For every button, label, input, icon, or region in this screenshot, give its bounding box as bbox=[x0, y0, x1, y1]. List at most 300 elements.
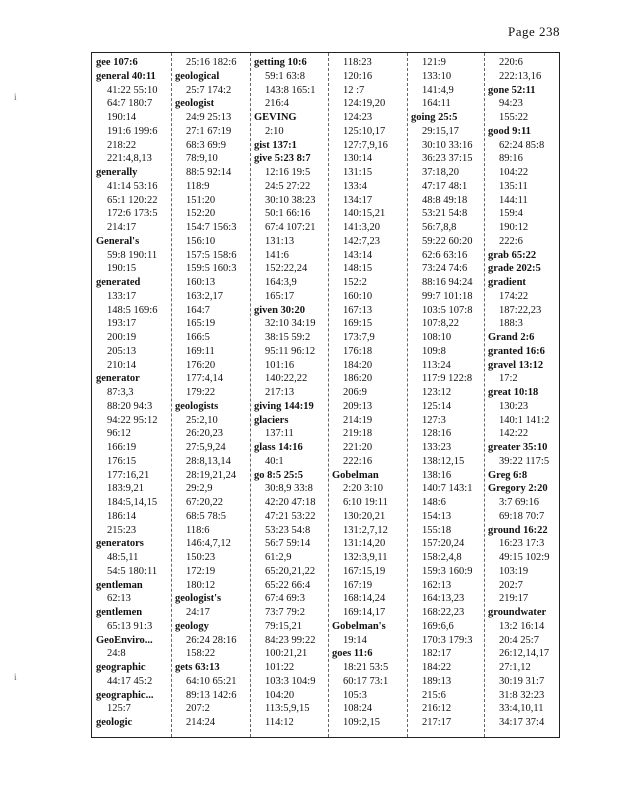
index-term: gradient bbox=[488, 277, 526, 288]
index-reference: 101:22 bbox=[265, 662, 295, 673]
index-reference: 154:13 bbox=[422, 510, 452, 522]
index-term: glaciers bbox=[254, 414, 289, 426]
index-reference: 96:12 bbox=[107, 428, 131, 440]
index-reference: 24:17 bbox=[186, 607, 210, 618]
index-reference: 87:3,3 bbox=[107, 387, 134, 398]
index-term: generally bbox=[96, 167, 138, 178]
index-reference: 89:13 142:6 bbox=[186, 689, 237, 701]
index-reference: 100:21,21 bbox=[265, 648, 308, 660]
index-reference: 50:1 66:16 bbox=[265, 208, 311, 220]
index-reference: 67:4 69:3 bbox=[265, 593, 305, 605]
index-reference: 169:15 bbox=[343, 318, 373, 330]
index-reference: 27:5,9,24 bbox=[186, 442, 226, 453]
index-reference: 190:14 bbox=[107, 112, 137, 123]
index-reference: 125:14 bbox=[422, 400, 452, 412]
index-reference: 127:3 bbox=[422, 414, 446, 426]
index-term: gist 137:1 bbox=[254, 139, 297, 151]
index-term: geographic bbox=[96, 662, 146, 673]
index-reference: 219:17 bbox=[499, 593, 529, 605]
index-reference: 59:1 63:8 bbox=[265, 70, 305, 82]
column-divider bbox=[250, 53, 251, 737]
index-term: granted 16:6 bbox=[488, 345, 545, 357]
index-reference: 150:23 bbox=[186, 552, 216, 563]
index-reference: 88:5 92:14 bbox=[186, 167, 232, 178]
index-reference: 26:12,14,17 bbox=[499, 648, 550, 660]
index-reference: 141:4,9 bbox=[422, 84, 454, 96]
index-reference: 84:23 99:22 bbox=[265, 634, 316, 646]
index-term: geological bbox=[175, 70, 220, 82]
index-reference: 156:10 bbox=[186, 235, 216, 247]
index-reference: 47:17 48:1 bbox=[422, 180, 468, 192]
index-reference: 133:17 bbox=[107, 290, 137, 302]
index-reference: 67:20,22 bbox=[186, 497, 224, 508]
index-reference: 36:23 37:15 bbox=[422, 153, 473, 165]
index-reference: 182:17 bbox=[422, 648, 452, 660]
index-reference: 164:7 bbox=[186, 304, 210, 316]
index-reference: 190:15 bbox=[107, 263, 137, 275]
index-term: grab 65:22 bbox=[488, 249, 537, 261]
index-reference: 148:6 bbox=[422, 497, 446, 508]
index-term: gravel 13:12 bbox=[488, 359, 544, 371]
index-reference: 217:13 bbox=[265, 387, 295, 398]
index-reference: 40:1 bbox=[265, 455, 284, 467]
index-reference: 210:14 bbox=[107, 359, 137, 371]
column-divider bbox=[484, 53, 485, 737]
index-reference: 133:23 bbox=[422, 442, 452, 453]
index-reference: 155:18 bbox=[422, 524, 452, 536]
index-reference: 215:23 bbox=[107, 524, 137, 536]
index-reference: 101:16 bbox=[265, 359, 295, 371]
index-term: greater 35:10 bbox=[488, 442, 548, 453]
column-divider bbox=[328, 53, 329, 737]
index-reference: 47:21 53:22 bbox=[265, 510, 316, 522]
index-reference: 130:23 bbox=[499, 400, 529, 412]
index-reference: 88:20 94:3 bbox=[107, 400, 153, 412]
index-reference: 42:20 47:18 bbox=[265, 497, 316, 508]
index-reference: 59:8 190:11 bbox=[107, 249, 158, 261]
index-term: geologists bbox=[175, 400, 219, 412]
index-reference: 12 :7 bbox=[343, 84, 365, 96]
index-term: generated bbox=[96, 277, 141, 288]
index-reference: 27:1 67:19 bbox=[186, 125, 232, 137]
index-reference: 138:16 bbox=[422, 469, 452, 481]
index-reference: 215:6 bbox=[422, 689, 446, 701]
index-term: gone 52:11 bbox=[488, 84, 536, 96]
index-term: glass 14:16 bbox=[254, 442, 303, 453]
index-reference: 48:5,11 bbox=[107, 552, 139, 563]
index-term: geologic bbox=[96, 717, 133, 728]
index-reference: 103:5 107:8 bbox=[422, 304, 473, 316]
index-reference: 19:14 bbox=[343, 634, 367, 646]
index-reference: 142:7,23 bbox=[343, 235, 381, 247]
index-reference: 94:22 95:12 bbox=[107, 414, 158, 426]
index-reference: 168:14,24 bbox=[343, 593, 386, 605]
index-reference: 25:2,10 bbox=[186, 414, 218, 426]
index-reference: 177:16,21 bbox=[107, 469, 150, 481]
index-reference: 20:4 25:7 bbox=[499, 634, 539, 646]
index-reference: 41:14 53:16 bbox=[107, 180, 158, 192]
index-term: great 10:18 bbox=[488, 387, 539, 398]
index-reference: 169:11 bbox=[186, 345, 215, 357]
index-reference: 214:17 bbox=[107, 222, 137, 233]
index-reference: 167:13 bbox=[343, 304, 373, 316]
margin-mark: i bbox=[14, 92, 17, 102]
index-reference: 17:2 bbox=[499, 373, 518, 385]
index-reference: 162:13 bbox=[422, 579, 452, 591]
index-reference: 25:7 174:2 bbox=[186, 84, 232, 96]
index-term: General's bbox=[96, 235, 140, 247]
index-reference: 131:2,7,12 bbox=[343, 524, 388, 536]
index-reference: 60:17 73:1 bbox=[343, 675, 389, 687]
index-reference: 160:13 bbox=[186, 277, 216, 288]
index-reference: 205:13 bbox=[107, 345, 137, 357]
index-term: give 5:23 8:7 bbox=[254, 153, 311, 165]
index-reference: 48:8 49:18 bbox=[422, 194, 468, 206]
index-reference: 176:18 bbox=[343, 345, 373, 357]
index-reference: 28:19,21,24 bbox=[186, 469, 237, 481]
index-reference: 103:19 bbox=[499, 565, 529, 577]
index-column-4 bbox=[332, 56, 406, 736]
index-reference: 187:22,23 bbox=[499, 304, 542, 316]
index-reference: 38:15 59:2 bbox=[265, 332, 311, 343]
index-reference: 164:11 bbox=[422, 98, 451, 110]
index-term: groundwater bbox=[488, 607, 547, 618]
index-reference: 200:19 bbox=[107, 332, 137, 343]
index-reference: 144:11 bbox=[499, 194, 528, 206]
index-reference: 152:20 bbox=[186, 208, 216, 220]
index-reference: 68:3 69:9 bbox=[186, 139, 226, 151]
index-reference: 30:8,9 33:8 bbox=[265, 483, 313, 495]
index-reference: 148:5 169:6 bbox=[107, 304, 158, 316]
index-reference: 152:2 bbox=[343, 277, 367, 288]
index-term: going 25:5 bbox=[411, 112, 458, 123]
index-reference: 37:18,20 bbox=[422, 167, 460, 178]
index-reference: 31:8 32:23 bbox=[499, 689, 545, 701]
index-reference: 32:10 34:19 bbox=[265, 318, 316, 330]
index-reference: 137:11 bbox=[265, 428, 294, 440]
index-reference: 108:24 bbox=[343, 703, 373, 715]
index-reference: 166:19 bbox=[107, 442, 137, 453]
index-reference: 174:22 bbox=[499, 290, 529, 302]
index-term: gentleman bbox=[96, 579, 143, 591]
index-reference: 165:19 bbox=[186, 318, 216, 330]
index-reference: 53:23 54:8 bbox=[265, 524, 311, 536]
index-reference: 216:4 bbox=[265, 98, 289, 110]
index-term: go 8:5 25:5 bbox=[254, 469, 303, 481]
index-reference: 2:10 bbox=[265, 125, 284, 137]
index-reference: 117:9 122:8 bbox=[422, 373, 473, 385]
index-reference: 109:8 bbox=[422, 345, 446, 357]
index-reference: 114:12 bbox=[265, 717, 294, 728]
index-reference: 143:8 165:1 bbox=[265, 84, 316, 96]
index-reference: 123:12 bbox=[422, 387, 452, 398]
index-reference: 131:14,20 bbox=[343, 538, 386, 550]
index-reference: 133:10 bbox=[422, 70, 452, 82]
index-reference: 159:4 bbox=[499, 208, 523, 220]
index-reference: 209:13 bbox=[343, 400, 373, 412]
index-reference: 67:4 107:21 bbox=[265, 222, 316, 233]
index-reference: 180:12 bbox=[186, 579, 216, 591]
index-reference: 152:22,24 bbox=[265, 263, 308, 275]
index-reference: 214:24 bbox=[186, 717, 216, 728]
index-reference: 140:7 143:1 bbox=[422, 483, 473, 495]
index-reference: 41:22 55:10 bbox=[107, 84, 158, 96]
index-reference: 219:18 bbox=[343, 428, 373, 440]
index-reference: 172:6 173:5 bbox=[107, 208, 158, 220]
index-reference: 27:1,12 bbox=[499, 662, 531, 673]
index-term: generators bbox=[96, 538, 144, 550]
index-reference: 124:23 bbox=[343, 112, 373, 123]
index-reference: 189:13 bbox=[422, 675, 452, 687]
index-reference: 65:20,21,22 bbox=[265, 565, 316, 577]
index-reference: 30:10 38:23 bbox=[265, 194, 316, 206]
index-reference: 34:17 37:4 bbox=[499, 717, 545, 728]
index-reference: 159:3 160:9 bbox=[422, 565, 473, 577]
index-reference: 99:7 101:18 bbox=[422, 290, 473, 302]
index-reference: 33:4,10,11 bbox=[499, 703, 544, 715]
index-reference: 68:5 78:5 bbox=[186, 510, 226, 522]
index-term: ground 16:22 bbox=[488, 524, 548, 536]
index-reference: 131:15 bbox=[343, 167, 373, 178]
index-reference: 186:14 bbox=[107, 510, 137, 522]
index-reference: 109:2,15 bbox=[343, 717, 381, 728]
index-reference: 113:24 bbox=[422, 359, 451, 371]
index-reference: 62:24 85:8 bbox=[499, 139, 545, 151]
index-reference: 188:3 bbox=[499, 318, 523, 330]
index-reference: 159:5 160:3 bbox=[186, 263, 237, 275]
index-reference: 168:22,23 bbox=[422, 607, 465, 618]
index-reference: 184:20 bbox=[343, 359, 373, 371]
index-reference: 207:2 bbox=[186, 703, 210, 715]
index-term: gee 107:6 bbox=[96, 57, 138, 68]
index-reference: 164:13,23 bbox=[422, 593, 465, 605]
index-reference: 167:19 bbox=[343, 579, 373, 591]
index-reference: 62:13 bbox=[107, 593, 131, 605]
index-reference: 69:18 70:7 bbox=[499, 510, 545, 522]
index-reference: 155:22 bbox=[499, 112, 529, 123]
index-reference: 132:3,9,11 bbox=[343, 552, 388, 563]
index-term: geologist bbox=[175, 98, 215, 110]
index-reference: 141:3,20 bbox=[343, 222, 381, 233]
index-reference: 107:8,22 bbox=[422, 318, 460, 330]
index-reference: 108:10 bbox=[422, 332, 452, 343]
index-reference: 13:2 16:14 bbox=[499, 620, 545, 632]
index-reference: 29:2,9 bbox=[186, 483, 213, 495]
index-reference: 24:5 27:22 bbox=[265, 180, 311, 192]
index-reference: 12:16 19:5 bbox=[265, 167, 311, 178]
index-term: generator bbox=[96, 373, 140, 385]
index-reference: 89:16 bbox=[499, 153, 523, 165]
index-reference: 222:13,16 bbox=[499, 70, 542, 82]
index-reference: 30:10 33:16 bbox=[422, 139, 473, 151]
index-term: GEVING bbox=[254, 112, 297, 123]
index-reference: 164:3,9 bbox=[265, 277, 297, 288]
index-reference: 65:1 120:22 bbox=[107, 194, 158, 206]
index-reference: 127:7,9,16 bbox=[343, 139, 388, 151]
index-reference: 16:23 17:3 bbox=[499, 538, 545, 550]
index-reference: 154:7 156:3 bbox=[186, 222, 237, 233]
index-reference: 104:20 bbox=[265, 689, 295, 701]
index-reference: 177:4,14 bbox=[186, 373, 224, 385]
index-reference: 18:21 53:5 bbox=[343, 662, 389, 673]
index-term: geographic... bbox=[96, 689, 154, 701]
index-term: general 40:11 bbox=[96, 70, 156, 82]
index-reference: 125:10,17 bbox=[343, 125, 386, 137]
index-reference: 165:17 bbox=[265, 290, 295, 302]
index-term: grade 202:5 bbox=[488, 263, 541, 275]
index-reference: 62:6 63:16 bbox=[422, 249, 468, 261]
index-reference: 140:22,22 bbox=[265, 373, 308, 385]
index-reference: 220:6 bbox=[499, 57, 523, 68]
index-reference: 214:19 bbox=[343, 414, 373, 426]
index-reference: 216:12 bbox=[422, 703, 452, 715]
index-reference: 170:3 179:3 bbox=[422, 634, 473, 646]
index-reference: 25:16 182:6 bbox=[186, 57, 237, 68]
index-reference: 56:7,8,8 bbox=[422, 222, 457, 233]
index-reference: 179:22 bbox=[186, 387, 216, 398]
index-reference: 65:13 91:3 bbox=[107, 620, 153, 632]
index-reference: 134:17 bbox=[343, 194, 373, 206]
index-reference: 73:7 79:2 bbox=[265, 607, 305, 618]
index-reference: 176:20 bbox=[186, 359, 216, 371]
index-reference: 130:20,21 bbox=[343, 510, 386, 522]
index-reference: 158:2,4,8 bbox=[422, 552, 462, 563]
index-reference: 146:4,7,12 bbox=[186, 538, 231, 550]
index-reference: 56:7 59:14 bbox=[265, 538, 311, 550]
index-column-5 bbox=[411, 56, 483, 736]
index-reference: 125:7 bbox=[107, 703, 131, 715]
index-reference: 169:14,17 bbox=[343, 607, 386, 618]
index-term: geologist's bbox=[175, 593, 222, 605]
index-reference: 118:23 bbox=[343, 57, 372, 68]
index-reference: 24:8 bbox=[107, 648, 126, 660]
index-reference: 54:5 180:11 bbox=[107, 565, 158, 577]
index-reference: 176:15 bbox=[107, 455, 137, 467]
index-reference: 160:10 bbox=[343, 290, 373, 302]
index-reference: 78:9,10 bbox=[186, 153, 218, 165]
index-reference: 65:22 66:4 bbox=[265, 579, 311, 591]
index-reference: 118:6 bbox=[186, 524, 210, 536]
index-reference: 167:15,19 bbox=[343, 565, 386, 577]
index-reference: 105:3 bbox=[343, 689, 367, 701]
index-reference: 53:21 54:8 bbox=[422, 208, 468, 220]
index-reference: 141:6 bbox=[265, 249, 289, 261]
index-reference: 151:20 bbox=[186, 194, 216, 206]
index-reference: 95:11 96:12 bbox=[265, 345, 316, 357]
index-reference: 26:24 28:16 bbox=[186, 634, 237, 646]
index-reference: 61:2,9 bbox=[265, 552, 292, 563]
index-reference: 140:1 141:2 bbox=[499, 414, 550, 426]
index-term: gets 63:13 bbox=[175, 662, 220, 673]
index-column-1 bbox=[96, 56, 170, 736]
index-reference: 143:14 bbox=[343, 249, 373, 261]
index-reference: 113:5,9,15 bbox=[265, 703, 310, 715]
index-reference: 163:2,17 bbox=[186, 290, 224, 302]
index-reference: 120:16 bbox=[343, 70, 373, 82]
column-divider bbox=[407, 53, 408, 737]
index-reference: 166:5 bbox=[186, 332, 210, 343]
index-reference: 44:17 45:2 bbox=[107, 675, 153, 687]
index-reference: 103:3 104:9 bbox=[265, 675, 316, 687]
index-reference: 217:17 bbox=[422, 717, 452, 728]
index-term: goes 11:6 bbox=[332, 648, 373, 660]
index-reference: 59:22 60:20 bbox=[422, 235, 473, 247]
index-reference: 183:9,21 bbox=[107, 483, 145, 495]
index-reference: 24:9 25:13 bbox=[186, 112, 232, 123]
index-reference: 184:22 bbox=[422, 662, 452, 673]
index-reference: 128:16 bbox=[422, 428, 452, 440]
index-reference: 173:7,9 bbox=[343, 332, 375, 343]
index-reference: 26:20,23 bbox=[186, 428, 224, 440]
index-reference: 186:20 bbox=[343, 373, 373, 385]
index-reference: 135:11 bbox=[499, 180, 528, 192]
index-reference: 184:5,14,15 bbox=[107, 497, 158, 508]
index-reference: 130:14 bbox=[343, 153, 373, 165]
index-term: good 9:11 bbox=[488, 125, 531, 137]
index-reference: 140:15,21 bbox=[343, 208, 386, 220]
index-column-2 bbox=[175, 56, 249, 736]
index-reference: 221:20 bbox=[343, 442, 373, 453]
index-reference: 221:4,8,13 bbox=[107, 153, 152, 165]
index-reference: 193:17 bbox=[107, 318, 137, 330]
index-term: Gregory 2:20 bbox=[488, 483, 548, 495]
index-reference: 64:7 180:7 bbox=[107, 98, 153, 110]
index-term: geology bbox=[175, 620, 209, 632]
index-reference: 157:20,24 bbox=[422, 538, 465, 550]
index-term: GeoEnviro... bbox=[96, 634, 153, 646]
index-term: Gobelman bbox=[332, 469, 379, 481]
index-reference: 29:15,17 bbox=[422, 125, 460, 137]
page-number: Page 238 bbox=[507, 24, 560, 39]
index-reference: 39:22 117:5 bbox=[499, 455, 550, 467]
index-reference: 6:10 19:11 bbox=[343, 497, 388, 508]
index-term: getting 10:6 bbox=[254, 57, 307, 68]
index-reference: 169:6,6 bbox=[422, 620, 454, 632]
index-reference: 104:22 bbox=[499, 167, 529, 178]
margin-mark: i bbox=[14, 672, 17, 682]
index-reference: 206:9 bbox=[343, 387, 367, 398]
index-reference: 202:7 bbox=[499, 579, 523, 591]
index-reference: 28:8,13,14 bbox=[186, 455, 231, 467]
index-term: Gobelman's bbox=[332, 620, 386, 632]
index-reference: 190:12 bbox=[499, 222, 529, 233]
index-reference: 222:16 bbox=[343, 455, 373, 467]
index-reference: 121:9 bbox=[422, 57, 446, 68]
index-reference: 30:19 31:7 bbox=[499, 675, 545, 687]
index-reference: 158:22 bbox=[186, 648, 216, 660]
index-reference: 172:19 bbox=[186, 565, 216, 577]
index-reference: 131:13 bbox=[265, 235, 295, 247]
index-term: gentlemen bbox=[96, 607, 143, 618]
index-reference: 64:10 65:21 bbox=[186, 675, 237, 687]
column-divider bbox=[171, 53, 172, 737]
index-column-6 bbox=[488, 56, 560, 736]
index-reference: 94:23 bbox=[499, 98, 523, 110]
word-index-table bbox=[91, 52, 560, 738]
index-reference: 142:22 bbox=[499, 428, 529, 440]
index-reference: 73:24 74:6 bbox=[422, 263, 468, 275]
index-term: Grand 2:6 bbox=[488, 332, 535, 343]
index-column-3 bbox=[254, 56, 327, 736]
index-reference: 218:22 bbox=[107, 139, 137, 151]
index-reference: 3:7 69:16 bbox=[499, 497, 539, 508]
index-term: giving 144:19 bbox=[254, 400, 314, 412]
index-reference: 157:5 158:6 bbox=[186, 249, 237, 261]
index-reference: 138:12,15 bbox=[422, 455, 465, 467]
index-reference: 49:15 102:9 bbox=[499, 552, 550, 563]
index-reference: 124:19,20 bbox=[343, 98, 386, 110]
index-reference: 118:9 bbox=[186, 180, 210, 192]
